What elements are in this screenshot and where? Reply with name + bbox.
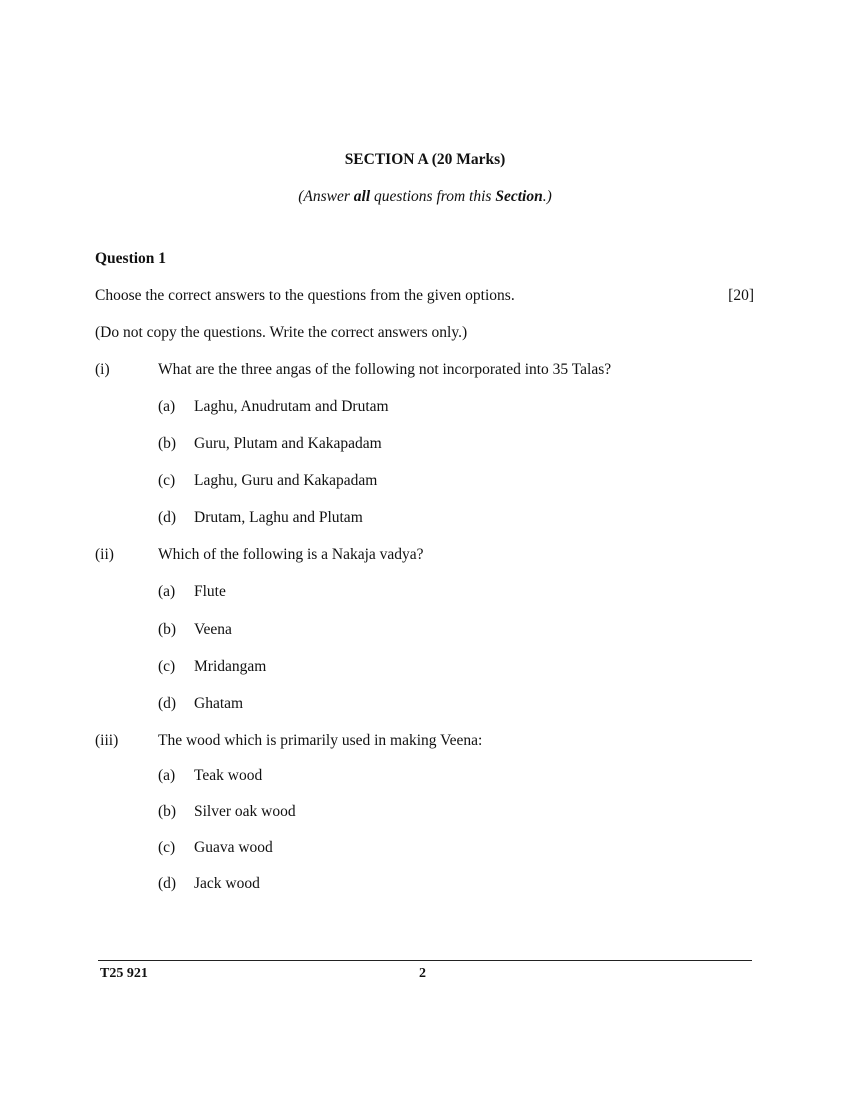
option-letter: (a) <box>158 583 176 600</box>
option-text: Ghatam <box>194 695 244 712</box>
section-instruction <box>0 188 850 206</box>
section-instruction-section: Section <box>495 188 543 205</box>
option-letter: (b) <box>158 621 177 638</box>
option-text: Jack wood <box>194 875 260 892</box>
option-letter: (c) <box>158 658 176 675</box>
question-title: Question 1 <box>95 250 167 267</box>
option-text: Laghu, Guru and Kakapadam <box>194 472 378 489</box>
option-text: Silver oak wood <box>194 803 296 820</box>
option-letter: (a) <box>158 767 176 784</box>
option-letter: (d) <box>158 695 177 712</box>
option-text: Guava wood <box>194 839 273 856</box>
question-marks: [20] <box>728 287 754 304</box>
option-text: Flute <box>194 583 226 600</box>
option-letter: (a) <box>158 398 176 415</box>
subquestion-number: (i) <box>95 361 110 378</box>
option-text: Guru, Plutam and Kakapadam <box>194 435 382 452</box>
subquestion-text: The wood which is primarily used in making Veena: <box>158 732 483 749</box>
option-text: Mridangam <box>194 658 267 675</box>
footer-divider <box>98 960 752 961</box>
question-note: (Do not copy the questions. Write the correct answers only.) <box>95 324 468 341</box>
section-instruction-open: (Answer <box>298 188 354 205</box>
option-letter: (b) <box>158 435 177 452</box>
option-letter: (d) <box>158 509 177 526</box>
section-title: SECTION A (20 Marks) <box>344 151 506 168</box>
section-instruction-close: .) <box>542 188 552 205</box>
option-text: Laghu, Anudrutam and Drutam <box>194 398 389 415</box>
option-letter: (b) <box>158 803 177 820</box>
page-number: 2 <box>419 966 426 981</box>
option-text: Teak wood <box>194 767 263 784</box>
subquestion-number: (ii) <box>95 546 114 563</box>
section-instruction-mid: questions from this <box>370 188 496 205</box>
option-text: Veena <box>194 621 232 638</box>
subquestion-number: (iii) <box>95 732 119 749</box>
option-letter: (c) <box>158 839 176 856</box>
question-instruction: Choose the correct answers to the questions from the given options. <box>95 287 515 304</box>
option-letter: (c) <box>158 472 176 489</box>
subquestion-text: What are the three angas of the following not incorporated into 35 Talas? <box>158 361 612 378</box>
option-letter: (d) <box>158 875 177 892</box>
subquestion-text: Which of the following is a Nakaja vadya? <box>158 546 424 563</box>
section-instruction-all: all <box>353 188 371 205</box>
paper-code: T25 921 <box>100 966 148 981</box>
option-text: Drutam, Laghu and Plutam <box>194 509 363 526</box>
